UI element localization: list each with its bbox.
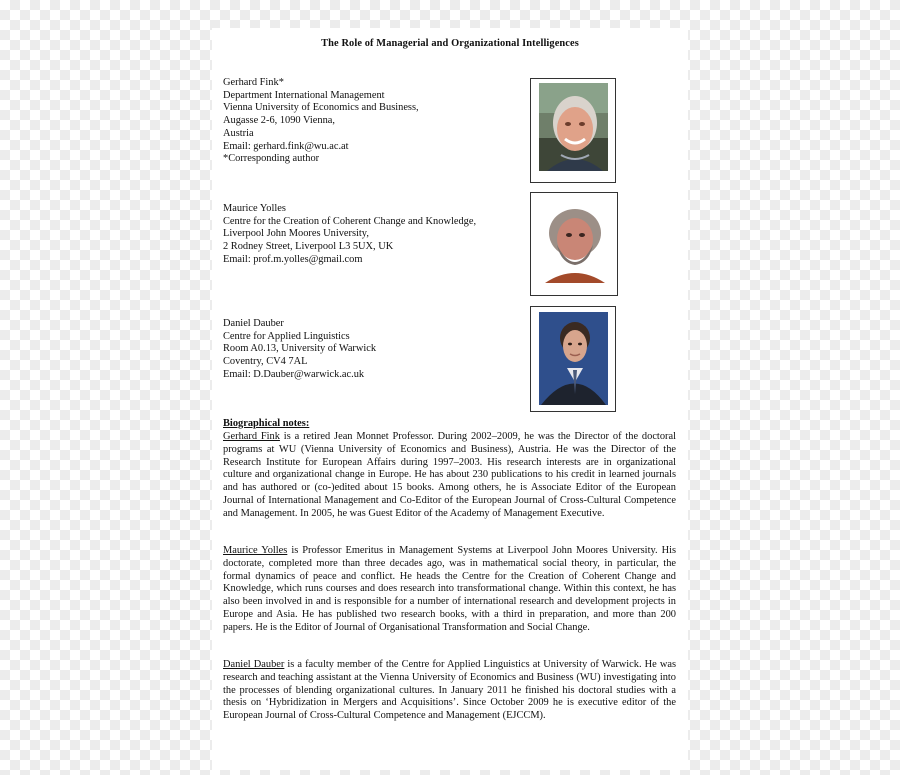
author-department: Centre for Applied Linguistics [223, 330, 350, 342]
bio-paragraph-dauber [223, 659, 676, 723]
bio-name: Daniel Dauber [223, 659, 285, 670]
portrait-yolles-image [539, 201, 610, 283]
author-address: Augasse 2-6, 1090 Vienna, [223, 115, 336, 127]
bio-name: Gerhard Fink [223, 431, 280, 442]
author-email: Email: D.Dauber@warwick.ac.uk [223, 368, 365, 380]
author-photo-yolles [530, 192, 618, 296]
corresponding-author-note: *Corresponding author [223, 153, 320, 165]
biographical-notes-heading: Biographical notes: [223, 418, 310, 429]
author-address: Room A0.13, University of Warwick [223, 343, 377, 355]
bio-name: Maurice Yolles [223, 545, 288, 556]
author-department: Centre for the Creation of Coherent Change and Knowledge, [223, 215, 477, 227]
portrait-dauber-image [539, 312, 608, 405]
author-photo-fink [530, 78, 616, 183]
bio-text: is a faculty member of the Centre for Applied Linguistics at University of Warwick. He was research and teaching assistant at the Vienna University of Economics and Business (WU) investigating into the processes of blending organizational cultures. In January 2011 he finished his doctoral studies with a thesis on ‘Hybridization in Mergers and Acquisitions’. Since October 2009 he is executive editor of the European Journal of Cross-Cultural Competence and Management (EJCCM). [223, 659, 676, 721]
author-address: 2 Rodney Street, Liverpool L3 5UX, UK [223, 241, 394, 253]
author-photo-dauber [530, 306, 616, 412]
author-institution: Liverpool John Moores University, [223, 228, 369, 240]
document-page [212, 28, 688, 770]
author-block-dauber [223, 318, 376, 382]
portrait-fink-image [539, 83, 608, 171]
author-name: Maurice Yolles [223, 203, 286, 214]
author-block-fink [223, 77, 419, 166]
author-email: Email: prof.m.yolles@gmail.com [223, 253, 363, 265]
bio-paragraph-fink [223, 431, 676, 520]
author-block-yolles [223, 203, 476, 267]
document-title: The Role of Managerial and Organizational Intelligences [321, 38, 579, 49]
author-department: Department International Management [223, 89, 385, 101]
author-city: Coventry, CV4 7AL [223, 356, 308, 368]
author-institution: Vienna University of Economics and Business, [223, 102, 419, 114]
author-name: Gerhard Fink* [223, 77, 284, 88]
bio-text: is Professor Emeritus in Management Systems at Liverpool John Moores University. His doctorate, completed more than three decades ago, was in mathematical social theory, in particular, the formal dynamics of peace and conflict. He heads the Centre for the Creation of Coherent Change and Knowledge, which runs courses and does research into transformational change. Within this context, he has also been involved in and is responsible for a number of international research and development projects in Europe and Asia. He has published two research books, with a third in preparation, and more than 200 papers. He is the Editor of Journal of Organisational Transformation and Social Change. [223, 545, 677, 633]
author-country: Austria [223, 127, 254, 139]
bio-text: is a retired Jean Monnet Professor. During 2002–2009, he was the Director of the doctoral programs at WU (Vienna University of Economics and Business), Austria. He was the Director of the Research Institute for European Affairs during 1997–2003. His research interests are in organizational culture and organizational change in Europe. He has about 230 publications to his credit in learned journals and has authored or (co-)edited about 15 books. Among others, he is Associate Editor of the European Journal of International Management and Co-Editor of the European Journal of Cross-Cultural Competence and Management. In 2005, he was Guest Editor of the Academy of Management Executive. [223, 431, 676, 519]
bio-paragraph-yolles [223, 545, 676, 634]
author-email: Email: gerhard.fink@wu.ac.at [223, 140, 349, 152]
author-name: Daniel Dauber [223, 318, 284, 329]
